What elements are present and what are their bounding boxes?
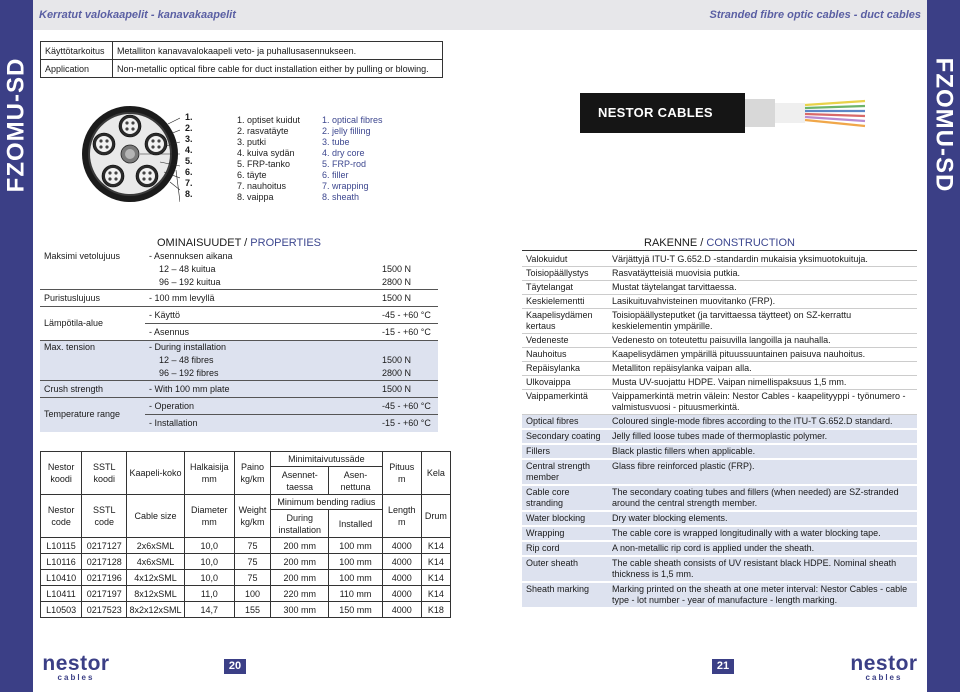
prop-condition: - 100 mm levyllä bbox=[145, 290, 378, 307]
constr-row bbox=[522, 541, 917, 556]
cell: 0217523 bbox=[82, 602, 127, 618]
prop-value: -15 - +60 °C bbox=[378, 415, 438, 432]
legend-item: 2. jelly filling bbox=[322, 126, 371, 136]
logo-name: nestor bbox=[42, 652, 110, 675]
constr-row bbox=[522, 390, 917, 415]
constr-value: Dry water blocking elements. bbox=[608, 511, 917, 526]
constr-key: Valokuidut bbox=[522, 253, 608, 267]
constr-value: Musta UV-suojattu HDPE. Vaipan nimellispaksuus 1,5 mm. bbox=[608, 376, 917, 390]
legend-item: 4. dry core bbox=[322, 148, 365, 158]
constr-row bbox=[522, 376, 917, 390]
cell: 11,0 bbox=[184, 586, 234, 602]
prop-condition: 96 – 192 fibres bbox=[145, 367, 378, 381]
constr-key: Täytelangat bbox=[522, 281, 608, 295]
heading-en: PROPERTIES bbox=[250, 237, 322, 249]
callout-number: 1. bbox=[185, 112, 193, 122]
prop-condition: 12 – 48 kuitua bbox=[145, 263, 378, 276]
usage-key: Käyttötarkoitus bbox=[41, 42, 113, 60]
col-header: Nestor code bbox=[41, 495, 82, 538]
constr-value: Toisiopäällysteputket (ja tarvittaessa täytteet) on SZ-kerrattu keskielementin ympärille. bbox=[608, 309, 917, 334]
callout-number: 8. bbox=[185, 189, 193, 199]
prop-value: -15 - +60 °C bbox=[378, 324, 438, 341]
prop-value: 1500 N bbox=[378, 290, 438, 307]
legend-item: 3. tube bbox=[322, 137, 350, 147]
legend-item: 6. filler bbox=[322, 170, 349, 180]
constr-value: Vaippamerkintä metrin välein: Nestor Cables - kaapelityyppi - työnumero - valmistusvuosi - pituusmerkintä. bbox=[608, 390, 917, 415]
right-side-band bbox=[927, 0, 960, 692]
constr-key: Vaippamerkintä bbox=[522, 390, 608, 415]
callout-number: 2. bbox=[185, 123, 193, 133]
prop-value: -45 - +60 °C bbox=[378, 307, 438, 324]
cell: 14,7 bbox=[184, 602, 234, 618]
constr-key: Optical fibres bbox=[522, 415, 608, 430]
constr-row bbox=[522, 334, 917, 348]
cell: K18 bbox=[421, 602, 450, 618]
cell: 2x6xSML bbox=[127, 538, 184, 554]
table-row bbox=[41, 586, 451, 602]
constr-key: Nauhoitus bbox=[522, 348, 608, 362]
cable-brand-print: NESTOR CABLES bbox=[598, 105, 713, 120]
page-number-right: 21 bbox=[712, 659, 734, 674]
col-header: Asen-nettuna bbox=[329, 467, 382, 495]
heading-en: CONSTRUCTION bbox=[706, 237, 795, 249]
constr-key: Sheath marking bbox=[522, 582, 608, 608]
cross-section-callout-numbers bbox=[185, 112, 193, 200]
cell: 75 bbox=[234, 538, 270, 554]
cell: L10116 bbox=[41, 554, 82, 570]
constr-row bbox=[522, 295, 917, 309]
prop-label: Puristuslujuus bbox=[40, 290, 145, 307]
constr-row bbox=[522, 511, 917, 526]
cell: 0217127 bbox=[82, 538, 127, 554]
col-header: Paino kg/km bbox=[234, 452, 270, 495]
legend-item: 7. nauhoitus bbox=[237, 181, 287, 191]
cell: 110 mm bbox=[329, 586, 382, 602]
cell: 4000 bbox=[382, 602, 421, 618]
constr-key: Ulkovaippa bbox=[522, 376, 608, 390]
codes-header-row-en bbox=[41, 495, 451, 510]
prop-row bbox=[40, 398, 438, 415]
cell: 75 bbox=[234, 554, 270, 570]
legend-item: 1. optiset kuidut bbox=[237, 115, 301, 125]
cell: 200 mm bbox=[271, 570, 329, 586]
cell: L10115 bbox=[41, 538, 82, 554]
col-header: Pituus m bbox=[382, 452, 421, 495]
legend-item: 8. sheath bbox=[322, 192, 360, 202]
prop-label: Max. tension bbox=[40, 341, 145, 381]
prop-label: Temperature range bbox=[40, 398, 145, 432]
cell: 75 bbox=[234, 570, 270, 586]
constr-key: Keskielementti bbox=[522, 295, 608, 309]
codes-header-row-fi bbox=[41, 452, 451, 467]
col-header: Drum bbox=[421, 495, 450, 538]
prop-row bbox=[40, 307, 438, 324]
usage-key: Application bbox=[41, 60, 113, 78]
constr-value: Värjättyjä ITU-T G.652.D -standardin mukaisia yksimuotokuituja. bbox=[608, 253, 917, 267]
cell: 200 mm bbox=[271, 554, 329, 570]
prop-label: Lämpötila-alue bbox=[40, 307, 145, 341]
constr-value: Rasvatäytteisiä muovisia putkia. bbox=[608, 267, 917, 281]
cable-photo bbox=[580, 93, 870, 133]
usage-value: Non-metallic optical fibre cable for duct installation either by pulling or blowing. bbox=[113, 60, 443, 78]
legend-item: 7. wrapping bbox=[322, 181, 369, 191]
prop-condition: - Asennuksen aikana bbox=[145, 250, 378, 263]
constr-row bbox=[522, 429, 917, 444]
col-header: Asennet-taessa bbox=[271, 467, 329, 495]
cell: 200 mm bbox=[271, 538, 329, 554]
cell: 8x12xSML bbox=[127, 586, 184, 602]
left-side-band bbox=[0, 0, 33, 692]
prop-condition: - Asennus bbox=[145, 324, 378, 341]
legend-item: 4. kuiva sydän bbox=[237, 148, 295, 158]
col-header: Minimum bending radius bbox=[271, 495, 383, 510]
logo-name: nestor bbox=[850, 652, 918, 675]
product-name-vertical-right: FZOMU-SD bbox=[930, 57, 958, 193]
cell: 155 bbox=[234, 602, 270, 618]
col-header: Minimitaivutussäde bbox=[271, 452, 383, 467]
cell: 10,0 bbox=[184, 570, 234, 586]
prop-row bbox=[40, 290, 438, 307]
constr-key: Toisiopäällystys bbox=[522, 267, 608, 281]
constr-key: Kaapelisydämen kertaus bbox=[522, 309, 608, 334]
constr-row bbox=[522, 415, 917, 430]
cell: 4000 bbox=[382, 538, 421, 554]
constr-value: Marking printed on the sheath at one meter interval: Nestor Cables - cable type - lot number - year of manufacture - length marking. bbox=[608, 582, 917, 608]
constr-value: Kaapelisydämen ympärillä pituussuuntainen paisuva nauhoitus. bbox=[608, 348, 917, 362]
cell: K14 bbox=[421, 554, 450, 570]
prop-condition: - With 100 mm plate bbox=[145, 381, 378, 398]
header-left-title: Kerratut valokaapelit - kanavakaapelit bbox=[39, 9, 236, 21]
cell: 4000 bbox=[382, 570, 421, 586]
constr-key: Rip cord bbox=[522, 541, 608, 556]
col-header: Weight kg/km bbox=[234, 495, 270, 538]
constr-key: Fillers bbox=[522, 444, 608, 459]
constr-value: Lasikuituvahvisteinen muovitanko (FRP). bbox=[608, 295, 917, 309]
callout-number: 3. bbox=[185, 134, 193, 144]
construction-table bbox=[522, 253, 917, 609]
callout-number: 6. bbox=[185, 167, 193, 177]
prop-condition: - During installation bbox=[145, 341, 378, 355]
col-header: Kaapeli-koko bbox=[127, 452, 184, 495]
constr-key: Water blocking bbox=[522, 511, 608, 526]
constr-value: Vedenesto on toteutettu paisuvilla langoilla ja nauhalla. bbox=[608, 334, 917, 348]
cable-codes-table bbox=[40, 451, 451, 618]
col-header: During installation bbox=[271, 510, 329, 538]
constr-value: Glass fibre reinforced plastic (FRP). bbox=[608, 459, 917, 485]
col-header: Cable size bbox=[127, 495, 184, 538]
header-right-title: Stranded fibre optic cables - duct cables bbox=[709, 9, 921, 21]
page-number-left: 20 bbox=[224, 659, 246, 674]
col-header: Nestor koodi bbox=[41, 452, 82, 495]
prop-label: Maksimi vetolujuus bbox=[40, 250, 145, 290]
constr-value: A non-metallic rip cord is applied under the sheath. bbox=[608, 541, 917, 556]
prop-value-empty bbox=[378, 250, 438, 263]
constr-row bbox=[522, 267, 917, 281]
cell: 100 bbox=[234, 586, 270, 602]
prop-value: 1500 N bbox=[378, 381, 438, 398]
prop-value: 1500 N bbox=[378, 263, 438, 276]
cell: 100 mm bbox=[329, 554, 382, 570]
heading-separator: / bbox=[244, 237, 248, 249]
legend-item: 8. vaippa bbox=[237, 192, 274, 202]
prop-condition: 12 – 48 fibres bbox=[145, 354, 378, 367]
constr-row bbox=[522, 281, 917, 295]
usage-row bbox=[41, 42, 443, 60]
constr-value: Mustat täytelangat tarvittaessa. bbox=[608, 281, 917, 295]
nestor-logo-left bbox=[38, 654, 114, 682]
prop-row bbox=[40, 381, 438, 398]
page-header bbox=[33, 0, 927, 30]
callout-number: 7. bbox=[185, 178, 193, 188]
prop-condition: - Operation bbox=[145, 398, 378, 415]
prop-value: 2800 N bbox=[378, 276, 438, 290]
cell: 300 mm bbox=[271, 602, 329, 618]
constr-row bbox=[522, 485, 917, 511]
cell: 4x12xSML bbox=[127, 570, 184, 586]
constr-row bbox=[522, 348, 917, 362]
cell: L10410 bbox=[41, 570, 82, 586]
cell: 150 mm bbox=[329, 602, 382, 618]
cell: 10,0 bbox=[184, 538, 234, 554]
constr-value: The cable sheath consists of UV resistant black HDPE. Nominal sheath thickness is 1,5 mm. bbox=[608, 556, 917, 582]
constr-value: Black plastic fillers when applicable. bbox=[608, 444, 917, 459]
prop-condition: - Käyttö bbox=[145, 307, 378, 324]
table-row bbox=[41, 570, 451, 586]
nestor-logo-right bbox=[846, 654, 922, 682]
heading-fi: RAKENNE bbox=[644, 237, 698, 249]
constr-key: Vedeneste bbox=[522, 334, 608, 348]
legend-item: 5. FRP-rod bbox=[322, 159, 367, 169]
table-row bbox=[41, 554, 451, 570]
cell: K14 bbox=[421, 570, 450, 586]
prop-value: -45 - +60 °C bbox=[378, 398, 438, 415]
logo-subtitle: cables bbox=[865, 673, 903, 682]
prop-value-empty bbox=[378, 341, 438, 355]
constr-row bbox=[522, 362, 917, 376]
constr-value: Coloured single-mode fibres according to the ITU-T G.652.D standard. bbox=[608, 415, 917, 430]
callout-number: 4. bbox=[185, 145, 193, 155]
constr-row bbox=[522, 556, 917, 582]
constr-key: Central strength member bbox=[522, 459, 608, 485]
col-header: SSTL koodi bbox=[82, 452, 127, 495]
col-header: Diameter mm bbox=[184, 495, 234, 538]
properties-table bbox=[40, 250, 438, 432]
cell: 8x2x12xSML bbox=[127, 602, 184, 618]
prop-condition: - Installation bbox=[145, 415, 378, 432]
prop-label: Crush strength bbox=[40, 381, 145, 398]
legend-item: 3. putki bbox=[237, 137, 267, 147]
cell: 100 mm bbox=[329, 570, 382, 586]
constr-row bbox=[522, 253, 917, 267]
cell: 220 mm bbox=[271, 586, 329, 602]
constr-row bbox=[522, 309, 917, 334]
constr-key: Wrapping bbox=[522, 526, 608, 541]
cell: 0217128 bbox=[82, 554, 127, 570]
table-row bbox=[41, 538, 451, 554]
product-name-vertical-left: FZOMU-SD bbox=[2, 57, 30, 193]
construction-heading bbox=[522, 237, 917, 251]
cell: 0217197 bbox=[82, 586, 127, 602]
legend-item: 6. täyte bbox=[237, 170, 267, 180]
properties-heading bbox=[40, 237, 438, 251]
constr-row bbox=[522, 444, 917, 459]
constr-value: Metalliton repäisylanka vaipan alla. bbox=[608, 362, 917, 376]
col-header: Halkaisija mm bbox=[184, 452, 234, 495]
usage-row bbox=[41, 60, 443, 78]
constr-value: The cable core is wrapped longitudinally with a water blocking tape. bbox=[608, 526, 917, 541]
constr-key: Outer sheath bbox=[522, 556, 608, 582]
heading-separator: / bbox=[700, 237, 704, 249]
constr-row bbox=[522, 582, 917, 608]
col-header: Installed bbox=[329, 510, 382, 538]
constr-row bbox=[522, 459, 917, 485]
cell: K14 bbox=[421, 586, 450, 602]
prop-row bbox=[40, 341, 438, 355]
cell: L10411 bbox=[41, 586, 82, 602]
cell: 4x6xSML bbox=[127, 554, 184, 570]
usage-table bbox=[40, 41, 443, 78]
prop-row bbox=[40, 250, 438, 263]
cell: 10,0 bbox=[184, 554, 234, 570]
prop-value: 1500 N bbox=[378, 354, 438, 367]
constr-key: Secondary coating bbox=[522, 429, 608, 444]
constr-key: Repäisylanka bbox=[522, 362, 608, 376]
constr-value: Jelly filled loose tubes made of thermoplastic polymer. bbox=[608, 429, 917, 444]
cell: 100 mm bbox=[329, 538, 382, 554]
heading-fi: OMINAISUUDET bbox=[156, 237, 242, 249]
constr-value: The secondary coating tubes and fillers (when needed) are SZ-stranded around the central strength member. bbox=[608, 485, 917, 511]
constr-row bbox=[522, 526, 917, 541]
callout-number: 5. bbox=[185, 156, 193, 166]
prop-value: 2800 N bbox=[378, 367, 438, 381]
logo-subtitle: cables bbox=[57, 673, 95, 682]
col-header: SSTL code bbox=[82, 495, 127, 538]
legend-english bbox=[322, 115, 383, 203]
cell: K14 bbox=[421, 538, 450, 554]
cell: 0217196 bbox=[82, 570, 127, 586]
usage-value: Metalliton kanavavalokaapeli veto- ja puhallusasennukseen. bbox=[113, 42, 443, 60]
legend-item: 5. FRP-tanko bbox=[237, 159, 291, 169]
legend-finnish bbox=[237, 115, 300, 203]
table-row bbox=[41, 602, 451, 618]
cell: 4000 bbox=[382, 554, 421, 570]
cable-cross-section-image bbox=[80, 104, 180, 204]
legend-item: 2. rasvatäyte bbox=[237, 126, 289, 136]
constr-key: Cable core stranding bbox=[522, 485, 608, 511]
legend-item: 1. optical fibres bbox=[322, 115, 383, 125]
cell: L10503 bbox=[41, 602, 82, 618]
prop-condition: 96 – 192 kuitua bbox=[145, 276, 378, 290]
col-header: Length m bbox=[382, 495, 421, 538]
col-header: Kela bbox=[421, 452, 450, 495]
cell: 4000 bbox=[382, 586, 421, 602]
